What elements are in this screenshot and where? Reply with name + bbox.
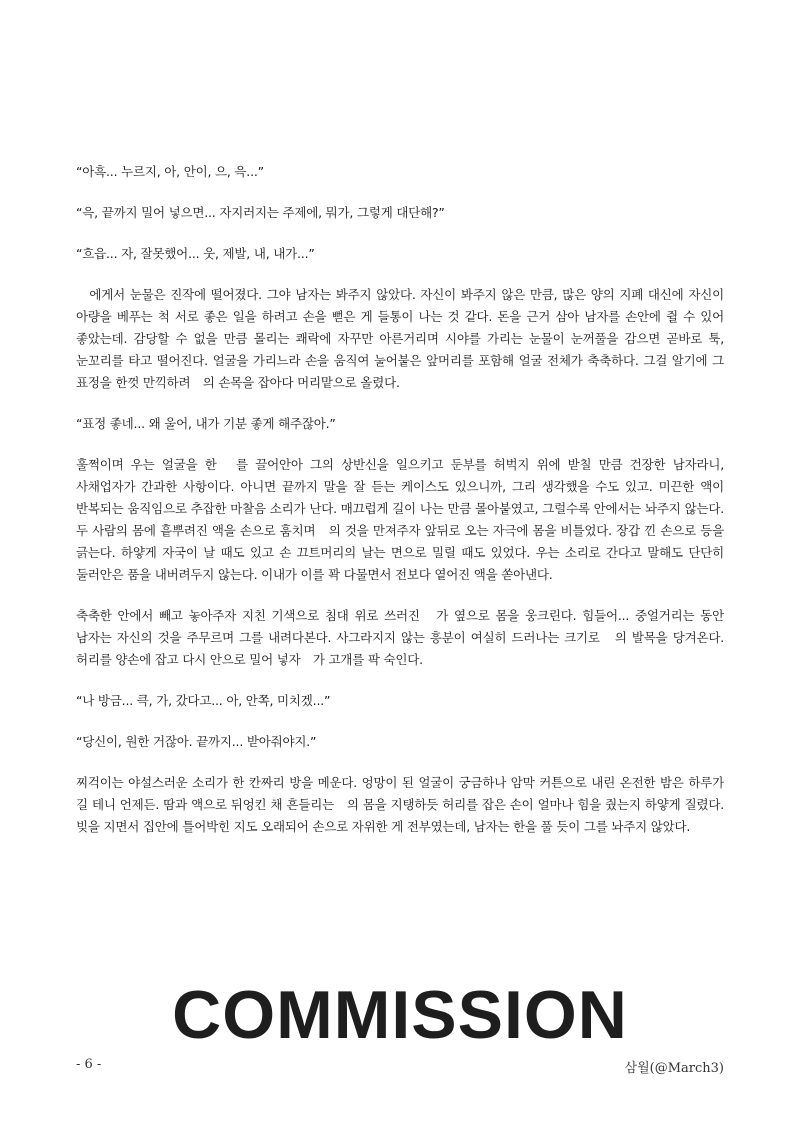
narrative-paragraph: 찌걱이는 야설스러운 소리가 한 칸짜리 방을 메운다. 엉망이 된 얼굴이 궁금하나 암막 커튼으로 내린 온전한 밤은 하루가 길 테니 언제든. 땀과 액으로 뒤엉킨 채 흔들리는 의 몸을 지탱하듯 허리를 잡은 손이 얼마나 힘을 줬는지 하얗게 질렸다. 빚을 지면서 집안에 틀어박힌 지도 오래되어 손으로 자위한 게 전부였는데, 남자는 한을 풀 듯이 그를 놔주지 않았다. xyxy=(76,775,724,834)
narrative-paragraph: 에게서 눈물은 진작에 떨어졌다. 그야 남자는 봐주지 않았다. 자신이 봐주지 않은 만큼, 많은 양의 지폐 대신에 자신이 아량을 베푸는 척 서로 좋은 일을 하려고 손을 뻗은 게 들통이 나는 것 같다. 돈을 근거 삼아 남자를 손안에 쥘 수 있어 좋았는데. 감당할 수 없을 만큼 몰리는 쾌락에 자꾸만 아른거리며 시야를 가리는 눈물이 눈꺼풀을 감으면 곧바로 툭, 눈꼬리를 타고 떨어진다. 얼굴을 가리느라 손을 움직여 눌어붙은 앞머리를 포함해 얼굴 전체가 축축하다. 그걸 알기에 그 표정을 한껏 만끽하려 의 손목을 잡아다 머리맡으로 올렸다. xyxy=(76,287,724,390)
dialogue-line: “당신이, 원한 거잖아. 끝까지... 받아줘야지.” xyxy=(76,734,317,749)
dialogue-line: “나 방금... 큭, 가, 갔다고... 아, 안쪽, 미치겠...” xyxy=(76,693,331,708)
page-number: - 6 - xyxy=(76,1057,102,1072)
author-credit: 삼월(@March3) xyxy=(624,1061,724,1076)
narrative-paragraph: 훌쩍이며 우는 얼굴을 한 를 끌어안아 그의 상반신을 일으키고 둔부를 허벅지 위에 받칠 만큼 건장한 남자라니, 사채업자가 간과한 사항이다. 아니면 끝까지 말을 잘 듣는 케이스도 있으니까, 그리 생각했을 수도 있고. 미끈한 액이 반복되는 움직임으로 추잡한 마찰음 소리가 난다. 매끄럽게 길이 나는 만큼 몰아붙였고, 그럴수록 안에서는 놔주지 않는다. 두 사람의 몸에 흩뿌려진 액을 손으로 훔치며 의 것을 만져주자 앞뒤로 오는 자극에 몸을 비틀었다. 장갑 낀 손으로 등을 긁는다. 하얗게 자국이 날 때도 있고 손 끄트머리의 날는 면으로 밀릴 때도 있었다. 우는 소리로 간다고 말해도 단단히 둘러안은 품을 내버려두지 않는다. 이내가 이를 꽉 다물면서 전보다 옅어진 액을 쏟아낸다. xyxy=(76,457,724,582)
commission-watermark: COMMISSION xyxy=(172,977,628,1053)
dialogue-line: “윽, 끝까지 밀어 넣으면... 자지러지는 주제에, 뭐가, 그렇게 대단해?” xyxy=(76,205,445,220)
body-text xyxy=(76,161,724,838)
narrative-paragraph: 축축한 안에서 빼고 놓아주자 지친 기색으로 침대 위로 쓰러진 가 옆으로 몸을 웅크린다. 힘들어... 중얼거리는 동안 남자는 자신의 것을 주무르며 그를 내려다본다. 사그라지지 않는 흥분이 여실히 드러나는 크기로 의 발목을 당겨온다. 허리를 양손에 잡고 다시 안으로 밀어 넣자 가 고개를 팍 숙인다. xyxy=(76,608,724,667)
dialogue-line: “흐읍... 자, 잘못했어... 웃, 제발, 내, 내가...” xyxy=(76,246,315,261)
dialogue-line: “표정 좋네... 왜 울어, 내가 기분 좋게 해주잖아.” xyxy=(76,416,336,431)
dialogue-line: “아흑... 누르지, 아, 안이, 으, 윽...” xyxy=(76,164,264,179)
